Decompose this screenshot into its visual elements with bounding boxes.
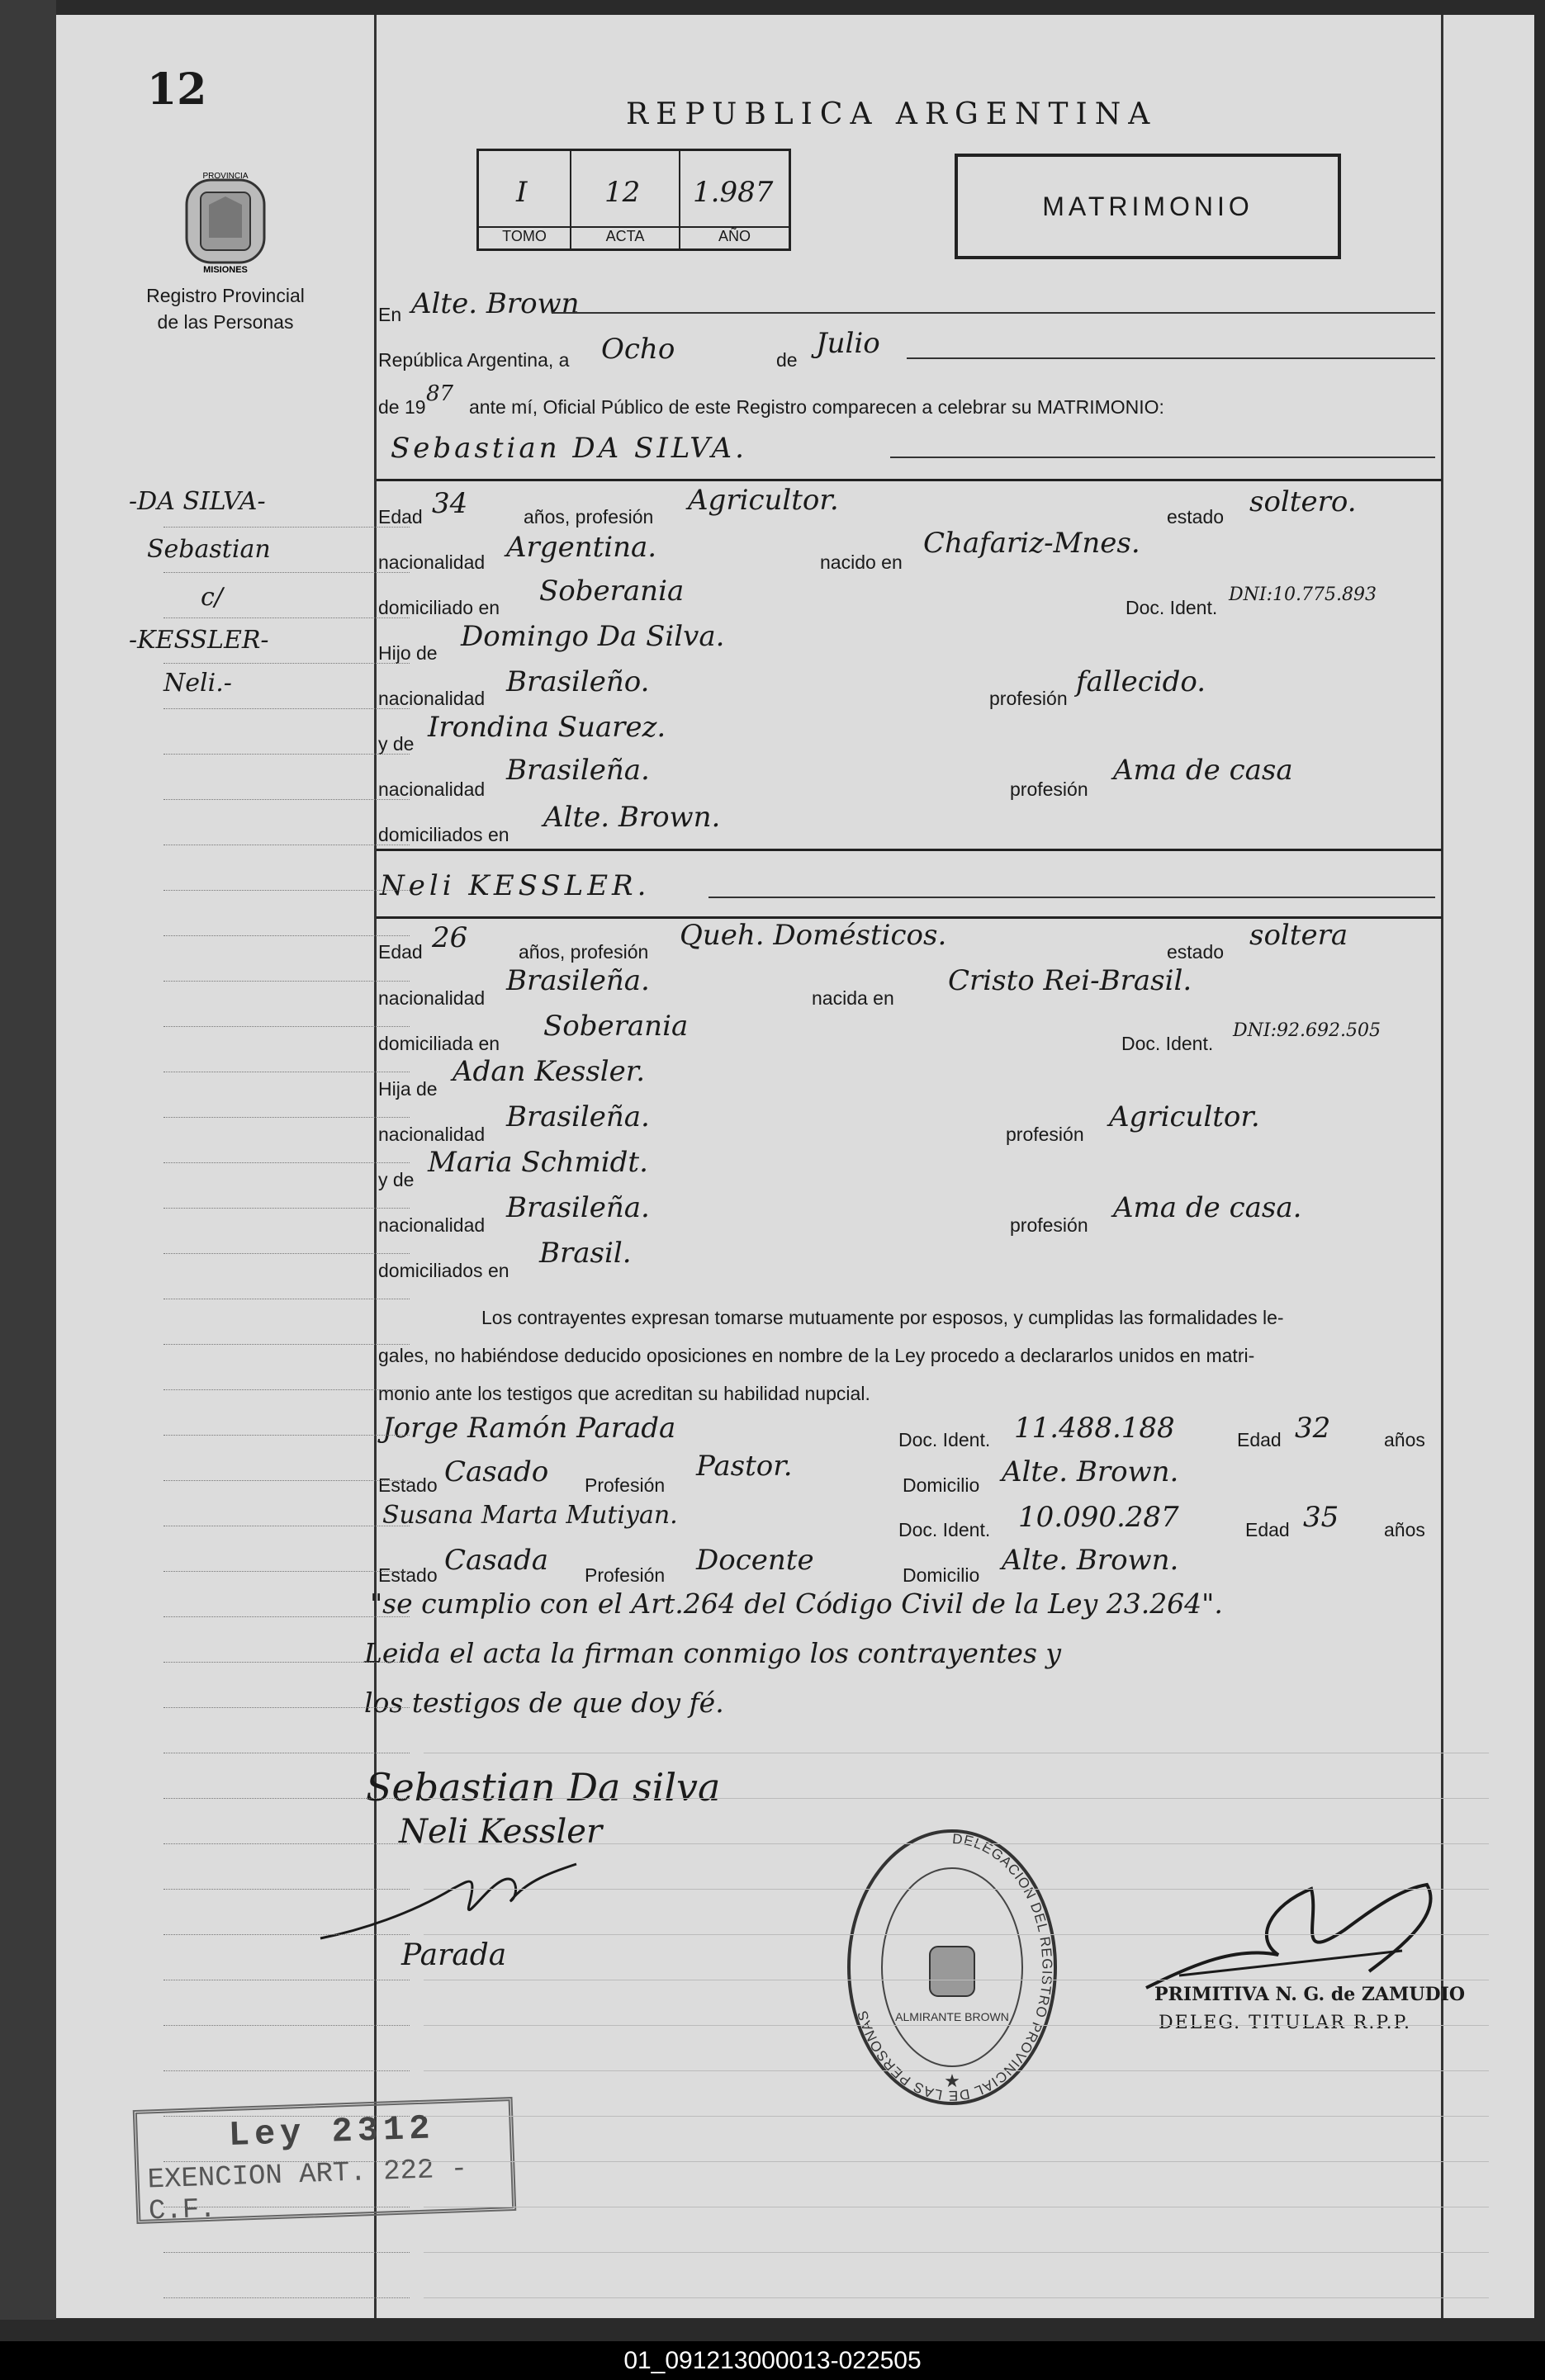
groom-nationality: Argentina. [506, 531, 657, 564]
note-line-1: "se cumplio con el Art.264 del Código Civil de la Ley 23.264". [370, 1587, 1223, 1620]
body-rule-line [424, 2070, 1489, 2071]
date-rule [907, 357, 1435, 359]
declaration-paragraph [378, 1299, 1443, 1412]
marriage-month: Julio [816, 327, 880, 360]
margin-rule-line [164, 1889, 410, 1890]
witness-1-age: 32 [1295, 1412, 1331, 1445]
margin-rule-line [164, 1616, 410, 1617]
body-rule-line [424, 1934, 1489, 1935]
bride-section-top [377, 849, 1442, 851]
registry-name [139, 282, 312, 335]
bride-nacionalidad-label: nacionalidad [378, 987, 486, 1009]
bride-father-profession: Agricultor. [1109, 1100, 1260, 1133]
official-name: PRIMITIVA N. G. de ZAMUDIO [1154, 1984, 1466, 2005]
bride-domicilio-label: domiciliada en [378, 1033, 500, 1054]
margin-rule-line [164, 1480, 410, 1481]
body-rule-line [424, 2161, 1489, 2162]
margin-rule-line [164, 572, 410, 573]
margin-rule-line [164, 981, 410, 982]
witness-2-anos-label: años [1384, 1519, 1425, 1540]
groom-mother-label: y de [378, 733, 415, 755]
groom-nacido-label: nacido en [820, 551, 903, 573]
witness-2-doc: 10.090.287 [1018, 1501, 1179, 1534]
margin-rule-line [164, 2070, 410, 2071]
republic-label: República Argentina, a [378, 349, 570, 371]
bride-name: Neli KESSLER. [380, 869, 651, 902]
margin-rule-line [164, 617, 410, 618]
book-binding [0, 0, 56, 2320]
groom-father-label: Hijo de [378, 642, 438, 664]
margin-rule-line [164, 2161, 410, 2162]
witness-2-profesion-label: Profesión [585, 1564, 666, 1586]
year-prefix: de 19 [378, 396, 426, 418]
margin-rule-line [164, 935, 410, 936]
groom-mother-prof-label: profesión [1010, 778, 1088, 800]
stamp-line-1: Ley 2312 [228, 2108, 436, 2156]
bride-nationality: Brasileña. [506, 964, 650, 997]
bride-doc-label: Doc. Ident. [1121, 1033, 1214, 1054]
margin-rule-line [164, 2025, 410, 2026]
bride-mother: Maria Schmidt. [428, 1146, 648, 1179]
bride-father-label: Hija de [378, 1078, 438, 1100]
bride-parents-dom-label: domiciliados en [378, 1260, 509, 1281]
groom-estado-label: estado [1167, 506, 1225, 528]
body-rule-line [424, 2297, 1489, 2298]
declaration-line-3: monio ante los testigos que acreditan su habilidad nupcial. [378, 1383, 870, 1404]
registry-name-line-1: Registro Provincial [146, 285, 305, 306]
groom-parents-dom-label: domiciliados en [378, 824, 509, 845]
bride-domicile: Soberania [543, 1010, 689, 1043]
footer-id: 01_091213000013-022505 [0, 2341, 1545, 2380]
witness-1-profesion-label: Profesión [585, 1474, 666, 1496]
note-line-2: Leida el acta la firman conmigo los contrayentes y [364, 1637, 1062, 1669]
record-box [476, 149, 791, 251]
ano-cell [680, 151, 789, 248]
en-label: En [378, 304, 402, 325]
declaration-line-2: gales, no habiéndose deducido oposiciones en nombre de la Ley procedo a declararlos unidos en matri- [378, 1345, 1255, 1366]
intro-statement: ante mí, Oficial Público de este Registro comparecen a celebrar su MATRIMONIO: [469, 396, 1164, 418]
margin-rule-line [164, 1934, 410, 1935]
de-label: de [776, 349, 798, 371]
witness-2-edad-label: Edad [1245, 1519, 1290, 1540]
margin-rule-line [164, 1026, 410, 1027]
bride-name-rule [709, 897, 1435, 898]
bride-signature: Neli Kessler [399, 1813, 603, 1851]
bride-edad-label: Edad [378, 941, 423, 963]
margin-rule-line [164, 754, 410, 755]
bride-father-nationality: Brasileña. [506, 1100, 650, 1133]
margin-rule-line [164, 1117, 410, 1118]
margin-rule-line [164, 708, 410, 709]
body-rule-line [424, 2025, 1489, 2026]
groom-father-nationality: Brasileño. [506, 665, 650, 698]
witness-1-anos-label: años [1384, 1429, 1425, 1450]
page-number: 12 [147, 64, 207, 115]
registry-name-line-2: de las Personas [157, 311, 294, 333]
margin-surname-bride: -KESSLER- [129, 626, 269, 655]
witness-2-domicilio-label: Domicilio [903, 1564, 980, 1586]
groom-father-prof-label: profesión [989, 688, 1068, 709]
tomo-cell [479, 151, 571, 248]
bride-doc: DNI:92.692.505 [1233, 1020, 1381, 1041]
groom-name: Sebastian DA SILVA. [391, 432, 747, 465]
witness-1-doc: 11.488.188 [1014, 1412, 1175, 1445]
marriage-year: 87 [426, 381, 454, 406]
bride-parents-domicile: Brasil. [539, 1237, 632, 1270]
margin-rule-line [164, 799, 410, 800]
witness-1-estado-label: Estado [378, 1474, 438, 1496]
acta-label: ACTA [571, 226, 679, 245]
witness-2-age: 35 [1303, 1501, 1339, 1534]
groom-status: soltero. [1249, 485, 1357, 518]
margin-rule-line [164, 1707, 410, 1708]
margin-rule-line [164, 1389, 410, 1390]
margin-rule-line [164, 2116, 410, 2117]
ano-value: 1.987 [693, 176, 774, 209]
bride-estado-label: estado [1167, 941, 1225, 963]
witness-2-estado-label: Estado [378, 1564, 438, 1586]
witness-1-domicilio-label: Domicilio [903, 1474, 980, 1496]
acta-cell [571, 151, 680, 248]
groom-father: Domingo Da Silva. [461, 620, 725, 653]
groom-domicilio-label: domiciliado en [378, 597, 500, 618]
bride-mother-label: y de [378, 1169, 415, 1190]
margin-rule-line [164, 1843, 410, 1844]
acta-value: 12 [604, 176, 641, 209]
margin-conjunction: c/ [201, 583, 223, 612]
witness-1-doc-label: Doc. Ident. [898, 1429, 991, 1450]
body-rule-line [424, 1798, 1489, 1799]
witness-2-name: Susana Marta Mutiyan. [382, 1501, 678, 1530]
tomo-label: TOMO [479, 226, 570, 245]
groom-doc: DNI:10.775.893 [1229, 584, 1377, 605]
witness-1-profession: Pastor. [696, 1450, 793, 1483]
margin-rule-line [164, 2297, 410, 2298]
emblem-bottom-text: MISIONES [203, 265, 248, 275]
bride-mother-prof-label: profesión [1010, 1214, 1088, 1236]
witness-2-status: Casada [444, 1544, 549, 1577]
margin-rule-line [164, 2252, 410, 2253]
bride-mother-profession: Ama de casa. [1113, 1191, 1302, 1224]
record-type-box [955, 154, 1341, 259]
margin-name-groom: Sebastian [147, 535, 271, 564]
margin-name-bride: Neli.- [164, 669, 232, 698]
groom-mother: Irondina Suarez. [428, 711, 666, 744]
bride-anos-label: años, profesión [519, 941, 649, 963]
groom-mother-nac-label: nacionalidad [378, 778, 486, 800]
groom-section-divider [377, 479, 1442, 481]
groom-anos-label: años, profesión [524, 506, 654, 528]
bride-profession: Queh. Domésticos. [680, 919, 947, 952]
bride-father: Adan Kessler. [453, 1055, 646, 1088]
marriage-place: Alte. Brown [411, 287, 580, 320]
bride-status: soltera [1249, 919, 1348, 952]
margin-rule-line [164, 1208, 410, 1209]
groom-profession: Agricultor. [688, 484, 839, 517]
margin-rule-line [164, 890, 410, 891]
groom-father-profession: fallecido. [1076, 665, 1206, 698]
witness-1-domicile: Alte. Brown. [1002, 1455, 1179, 1488]
seal-outer-text: DELEGACION DEL REGISTRO PROVINCIAL DE LAS PERSONAS [854, 1830, 1055, 2104]
bride-age: 26 [432, 921, 468, 954]
groom-signature: Sebastian Da silva [366, 1765, 721, 1810]
witness-1-name: Jorge Ramón Parada [382, 1412, 676, 1445]
bride-birthplace: Cristo Rei-Brasil. [948, 964, 1192, 997]
witness-1-status: Casado [444, 1455, 549, 1488]
svg-text:★: ★ [944, 2070, 960, 2091]
seal-inner-text: ALMIRANTE BROWN [895, 2010, 1009, 2023]
bride-nacido-label: nacida en [812, 987, 894, 1009]
body-rule-line [424, 2252, 1489, 2253]
margin-rule-line [164, 1798, 410, 1799]
body-rule-line [424, 1889, 1489, 1890]
margin-rule-line [164, 1571, 410, 1572]
margin-divider [374, 15, 377, 2318]
stamp-line-2: EXENCION ART. 222 - C.F. [147, 2153, 468, 2228]
groom-father-nac-label: nacionalidad [378, 688, 486, 709]
tomo-value: I [516, 176, 528, 209]
body-rule-line [424, 2116, 1489, 2117]
margin-rule-line [164, 527, 410, 528]
groom-mother-nationality: Brasileña. [506, 754, 650, 787]
body-rule-line [424, 1843, 1489, 1844]
witness-2-profession: Docente [696, 1544, 814, 1577]
bride-mother-nac-label: nacionalidad [378, 1214, 486, 1236]
official-seal-icon [841, 1823, 1064, 2112]
certificate-page [56, 15, 1534, 2318]
place-rule [552, 312, 1435, 314]
provincial-emblem-icon [180, 163, 271, 279]
groom-parents-domicile: Alte. Brown. [543, 801, 721, 834]
margin-surname-groom: -DA SILVA- [129, 487, 266, 516]
witness-signature: Parada [401, 1938, 507, 1972]
witness-2-doc-label: Doc. Ident. [898, 1519, 991, 1540]
margin-rule-line [164, 1662, 410, 1663]
official-title: DELEG. TITULAR R.P.P. [1159, 2013, 1412, 2033]
groom-domicile: Soberania [539, 575, 685, 608]
margin-rule-line [164, 1435, 410, 1436]
groom-age: 34 [432, 487, 468, 520]
ano-label: AÑO [680, 226, 789, 245]
emblem-top-text: PROVINCIA [202, 172, 249, 181]
groom-edad-label: Edad [378, 506, 423, 528]
marriage-day: Ocho [601, 333, 675, 366]
country-header: REPUBLICA ARGENTINA [626, 97, 1158, 131]
groom-nacionalidad-label: nacionalidad [378, 551, 486, 573]
groom-name-rule [890, 457, 1435, 458]
groom-doc-label: Doc. Ident. [1126, 597, 1218, 618]
bride-father-prof-label: profesión [1006, 1124, 1084, 1145]
record-type: MATRIMONIO [1042, 191, 1254, 221]
note-line-3: los testigos de que doy fé. [364, 1687, 724, 1719]
margin-rule-line [164, 1162, 410, 1163]
margin-rule-line [164, 663, 410, 664]
bride-mother-nationality: Brasileña. [506, 1191, 650, 1224]
bride-father-nac-label: nacionalidad [378, 1124, 486, 1145]
margin-rule-line [164, 1344, 410, 1345]
declaration-line-1: Los contrayentes expresan tomarse mutuamente por esposos, y cumplidas las formalidades le- [481, 1307, 1284, 1328]
groom-birthplace: Chafariz-Mnes. [923, 527, 1140, 560]
groom-mother-profession: Ama de casa [1113, 754, 1293, 787]
witness-1-edad-label: Edad [1237, 1429, 1282, 1450]
margin-rule-line [164, 1253, 410, 1254]
witness-2-domicile: Alte. Brown. [1002, 1544, 1179, 1577]
